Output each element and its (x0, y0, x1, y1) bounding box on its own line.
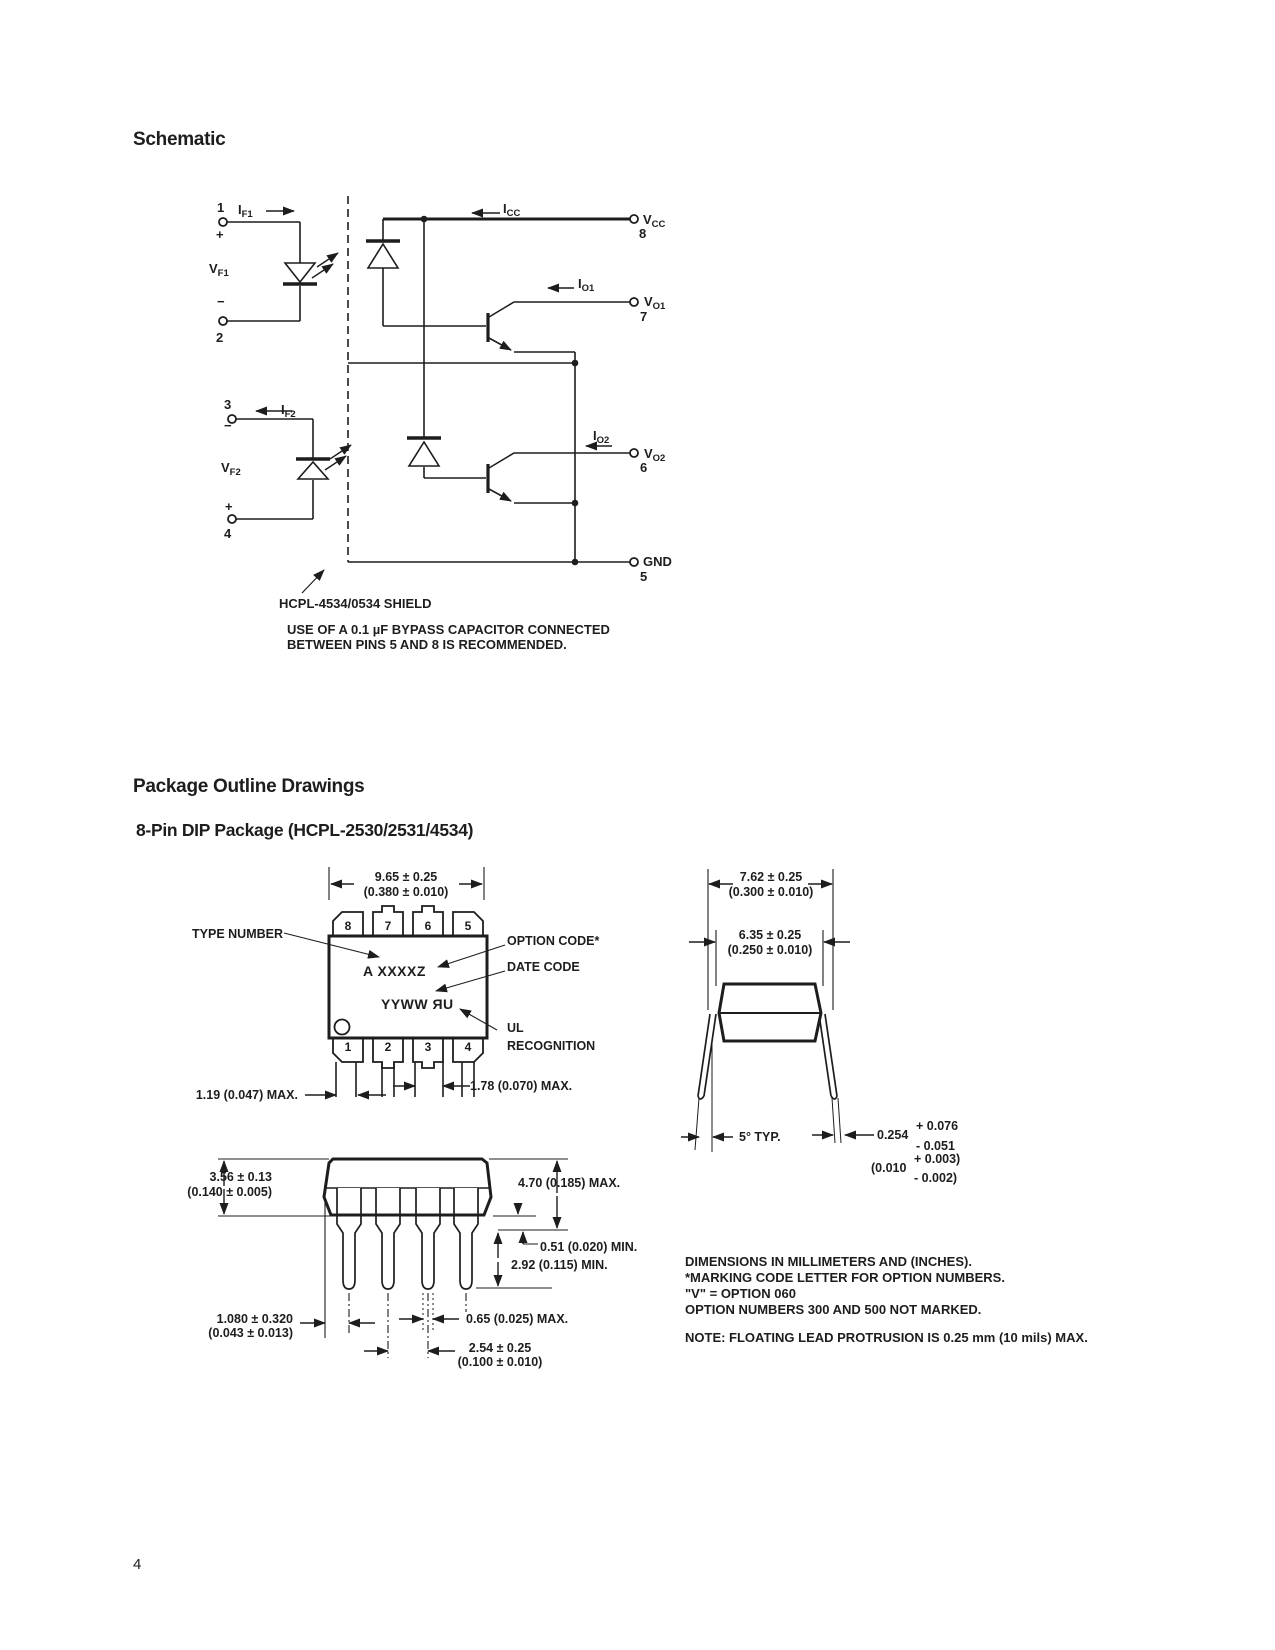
label-vf1: $V_{F1}$ (209, 261, 229, 279)
dim-overall-height: 4.70 (0.185) MAX. (518, 1176, 621, 1190)
dim-lead-thickness: 0.65 (0.025) MAX. (466, 1312, 569, 1326)
marking-date-code: YYWW ЯU (381, 996, 454, 1012)
label-vo2: $V_{O2}$ (644, 446, 666, 464)
pin2-number: 2 (216, 330, 224, 345)
note-option-060: "V" = OPTION 060 (685, 1286, 796, 1301)
dim-shoulder-width: 1.78 (0.070) MAX. (470, 1079, 573, 1093)
dip-package-subheading: 8-Pin DIP Package (HCPL-2530/2531/4534) (136, 820, 474, 840)
dim-end-body-width-in: (0.250 ± 0.010) (727, 943, 813, 957)
photodiode1-icon (366, 241, 400, 268)
dim-tip-in-plus: + 0.003) (914, 1152, 961, 1166)
dim-pitch-in: (0.100 ± 0.010) (457, 1355, 543, 1369)
top-view-pin3: 3 (424, 1040, 432, 1054)
schematic-heading: Schematic (133, 129, 226, 150)
dim-standoff: 0.51 (0.020) MIN. (540, 1240, 638, 1254)
package-end-view (681, 869, 874, 1152)
callout-option-code: OPTION CODE* (507, 934, 600, 948)
current-arrows-icon (256, 211, 612, 446)
callout-date-code: DATE CODE (507, 960, 580, 974)
dim-lead-span-in: (0.300 ± 0.010) (728, 885, 814, 899)
dim-tip-in: (0.010 (871, 1161, 907, 1175)
top-view-pin7: 7 (384, 919, 392, 933)
marking-type-number: A XXXXZ (363, 963, 426, 979)
pin1-indicator-icon (335, 1020, 350, 1035)
page-number: 4 (133, 1556, 142, 1573)
dim-lead-length: 2.92 (0.115) MIN. (511, 1258, 608, 1272)
transistor1-icon (488, 313, 511, 350)
label-vf2: $V_{F2}$ (221, 460, 241, 478)
shield-label: HCPL-4534/0534 SHIELD (279, 596, 432, 611)
top-view-pin5: 5 (464, 919, 472, 933)
callout-ul-line2: RECOGNITION (507, 1039, 596, 1053)
photodiode2-icon (407, 438, 441, 466)
callout-type-number: TYPE NUMBER (192, 927, 283, 941)
pin2-polarity: − (217, 294, 225, 309)
pin5-number: 5 (640, 569, 648, 584)
schematic-diagram (219, 196, 638, 593)
pin4-number: 4 (224, 526, 232, 541)
dim-body-height-in: (0.140 ± 0.005) (187, 1185, 272, 1199)
label-gnd: GND (643, 554, 672, 569)
pin1-polarity: + (216, 227, 224, 242)
bypass-note-line2: BETWEEN PINS 5 AND 8 IS RECOMMENDED. (287, 637, 567, 652)
dim-body-width-in: (0.380 ± 0.010) (363, 885, 449, 899)
bypass-note-line1: USE OF A 0.1 µF BYPASS CAPACITOR CONNECTED (287, 622, 610, 637)
package-top-view (284, 867, 505, 1097)
dip-body-outline (329, 936, 487, 1038)
note-marking-code: *MARKING CODE LETTER FOR OPTION NUMBERS. (685, 1270, 1005, 1285)
dim-end-body-width-mm: 6.35 ± 0.25 (738, 928, 802, 942)
top-view-pin6: 6 (424, 919, 432, 933)
label-if1: $I_{F1}$ (238, 202, 253, 220)
label-icc: $I_{CC}$ (503, 201, 521, 219)
dim-lead-angle: 5° TYP. (739, 1130, 781, 1144)
led2-icon (296, 459, 330, 479)
dim-body-width-mm: 9.65 ± 0.25 (374, 870, 438, 884)
dim-tip-mm-minus: - 0.051 (916, 1139, 955, 1153)
label-vcc: $V_{CC}$ (643, 212, 666, 230)
package-outline-heading: Package Outline Drawings (133, 776, 365, 797)
dim-tip-in-minus: - 0.002) (914, 1171, 958, 1185)
pin3-polarity: − (224, 418, 232, 433)
pin8-number: 8 (639, 226, 647, 241)
note-options-not-marked: OPTION NUMBERS 300 AND 500 NOT MARKED. (685, 1302, 982, 1317)
callout-ul-line1: UL (507, 1021, 524, 1035)
label-io1: $I_{O1}$ (578, 276, 595, 294)
label-io2: $I_{O2}$ (593, 428, 610, 446)
dim-lead-width: 1.19 (0.047) MAX. (195, 1088, 298, 1102)
pin4-polarity: + (225, 499, 233, 514)
pin6-number: 6 (640, 460, 648, 475)
dim-tip-mm: 0.254 (877, 1128, 909, 1142)
dim-lead-span-mm: 7.62 ± 0.25 (739, 870, 803, 884)
dim-end-to-pin-in: (0.043 ± 0.013) (208, 1326, 293, 1340)
light-emission-arrows-icon (312, 253, 351, 470)
top-view-pin1: 1 (344, 1040, 352, 1054)
dim-body-height-mm: 3.56 ± 0.13 (209, 1170, 272, 1184)
top-view-pin2: 2 (384, 1040, 392, 1054)
label-vo1: $V_{O1}$ (644, 294, 666, 312)
dim-tip-mm-plus: + 0.076 (916, 1119, 959, 1133)
top-view-pin8: 8 (344, 919, 352, 933)
dim-end-to-pin-mm: 1.080 ± 0.320 (216, 1312, 293, 1326)
dim-pitch-mm: 2.54 ± 0.25 (468, 1341, 532, 1355)
pin7-number: 7 (640, 309, 648, 324)
top-view-pin4: 4 (464, 1040, 472, 1054)
shield-leader-arrow (302, 570, 324, 593)
note-dimensions: DIMENSIONS IN MILLIMETERS AND (INCHES). (685, 1254, 972, 1269)
led1-icon (283, 263, 317, 284)
note-lead-protrusion: NOTE: FLOATING LEAD PROTRUSION IS 0.25 mm (10 mils) MAX. (685, 1330, 1088, 1345)
transistor2-icon (488, 464, 511, 501)
pin3-number: 3 (224, 397, 232, 412)
label-if2: $I_{F2}$ (281, 402, 296, 420)
pin1-number: 1 (217, 200, 225, 215)
junction-dots (421, 216, 579, 566)
